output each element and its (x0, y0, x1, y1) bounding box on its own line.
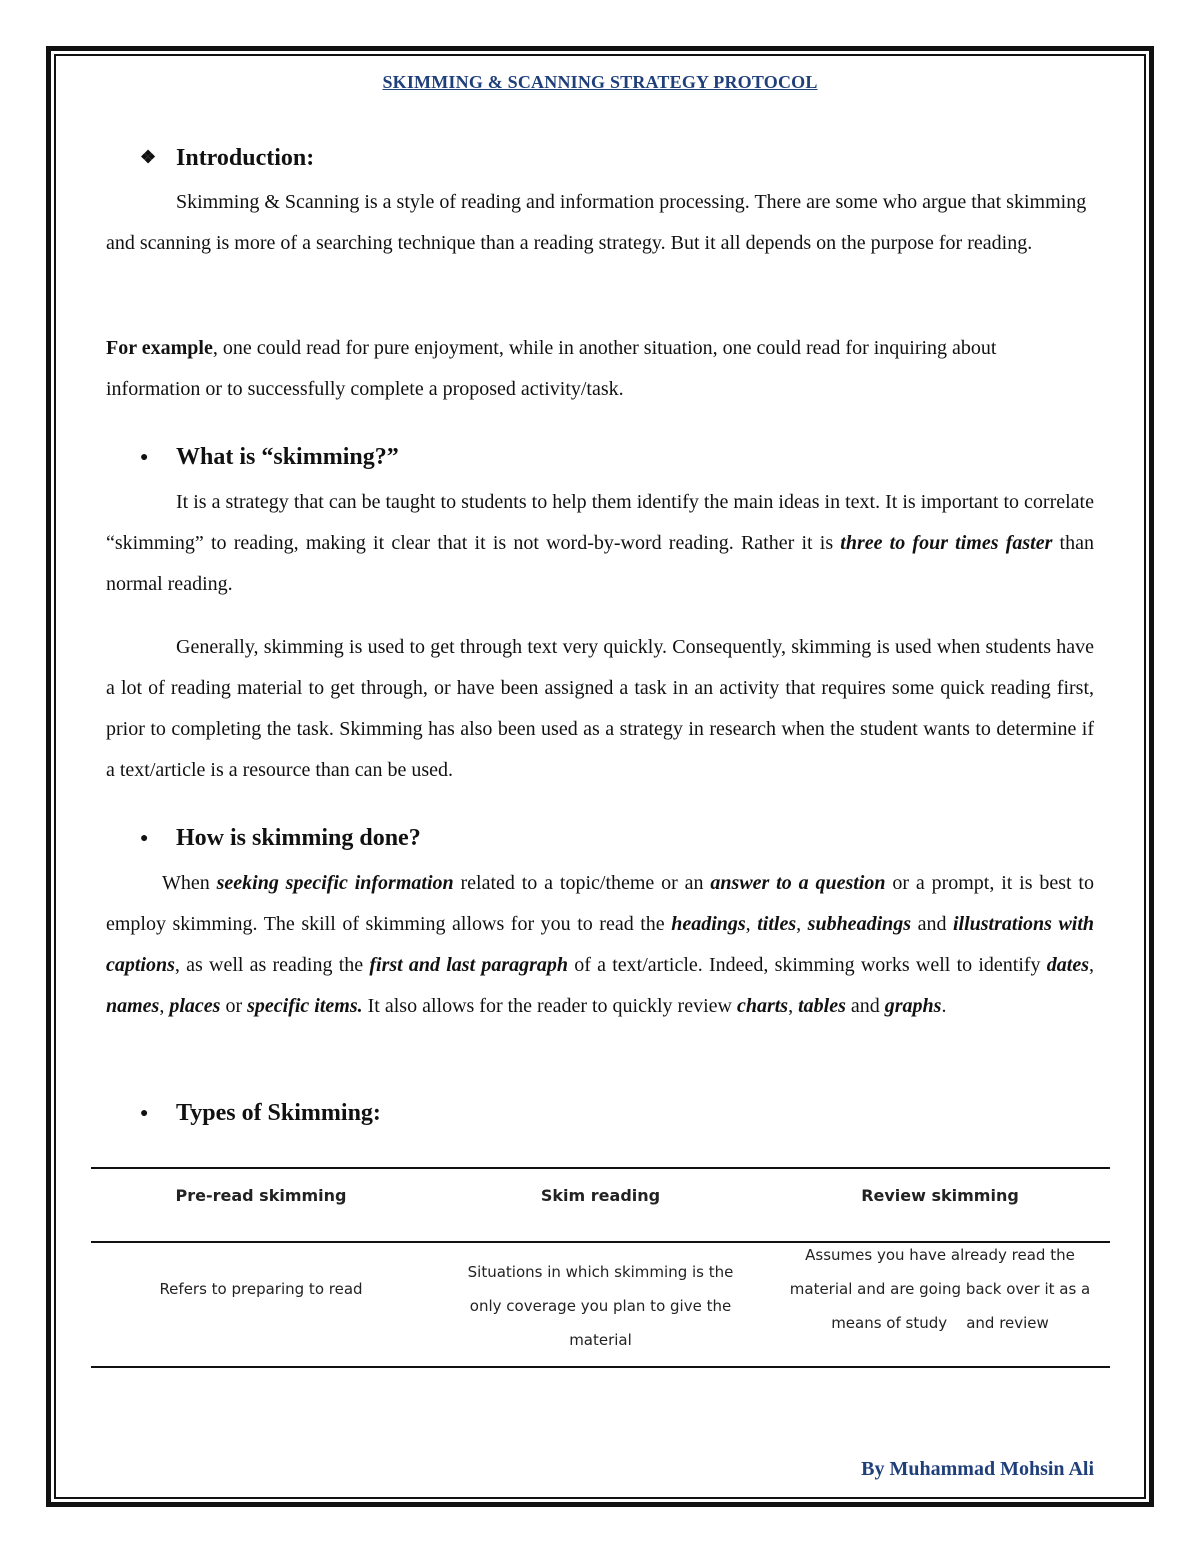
table-bottom-rule (91, 1366, 1110, 1368)
table-header-review: Review skimming (861, 1186, 1019, 1205)
bullet-icon: ● (140, 450, 149, 465)
types-of-skimming-heading-text: Types of Skimming: (176, 1100, 381, 1126)
table-header-skim-reading: Skim reading (540, 1186, 661, 1205)
author-credit: By Muhammad Mohsin Ali (861, 1458, 1094, 1480)
example-lead: For example (106, 337, 213, 359)
table-cell-skim-reading: Situations in which skimming is the only coverage you plan to give the material (467, 1263, 734, 1349)
bullet-icon: ● (140, 831, 149, 846)
definition-emphasis: three to four times faster (840, 532, 1053, 554)
introduction-heading-text: Introduction: (176, 145, 315, 171)
skimming-usage-paragraph: Generally, skimming is used to get through text very quickly. Consequently, skimming is used when students have a lot of reading material to get through, or have been assigned a task in an activity that requires some quick reading first, prior to completing the task. Skimming has also been used as a strategy in research when the student wants to determine if a text/article is a resource than can be used. (106, 636, 1094, 781)
table-header-pre-read: Pre-read skimming (175, 1186, 347, 1205)
what-is-skimming-heading (140, 442, 399, 473)
how-is-skimming-done-heading-text: How is skimming done? (176, 825, 421, 851)
definition-text-end: than normal reading. (106, 532, 1094, 595)
how-is-skimming-done-heading (140, 823, 421, 854)
table-top-rule (91, 1167, 1110, 1169)
table-cell-pre-read: Refers to preparing to read (159, 1280, 363, 1298)
example-paragraph (106, 328, 1094, 410)
example-text: , one could read for pure enjoyment, while in another situation, one could read for inquiring about information or to successfully complete a proposed activity/task. (106, 337, 997, 400)
bullet-icon: ● (140, 1106, 149, 1121)
skimming-definition-paragraph (106, 482, 1094, 605)
definition-text: It is a strategy that can be taught to students to help them identify the main ideas in text. It is important to correlate “skimming” to reading, making it clear that it is not word-by-word reading. Rather it is (106, 491, 1094, 554)
document-title: SKIMMING & SCANNING STRATEGY PROTOCOL (382, 72, 818, 92)
skimming-method-paragraph: When seeking specific information related to a topic/theme or an answer to a question or a prompt, it is best to employ skimming. The skill of skimming allows for you to read the headings, titles, subheadings and illustrations with captions, as well as reading the first and last paragraph of a text/article. Indeed, skimming works well to identify dates, names, places or specific items. It also allows for the reader to quickly review charts, tables and graphs. (106, 872, 1095, 1017)
what-is-skimming-heading-text: What is “skimming?” (176, 444, 399, 470)
types-of-skimming-heading (140, 1098, 381, 1129)
introduction-heading (140, 142, 314, 173)
table-cell-review: Assumes you have already read the material and are going back over it as a means of study and review (789, 1246, 1096, 1332)
introduction-paragraph: Skimming & Scanning is a style of reading and information processing. There are some who argue that skimming and scanning is more of a searching technique than a reading strategy. But it all depends on the purpose for reading. (106, 191, 1087, 254)
diamond-bullet-icon: ❖ (140, 147, 157, 167)
